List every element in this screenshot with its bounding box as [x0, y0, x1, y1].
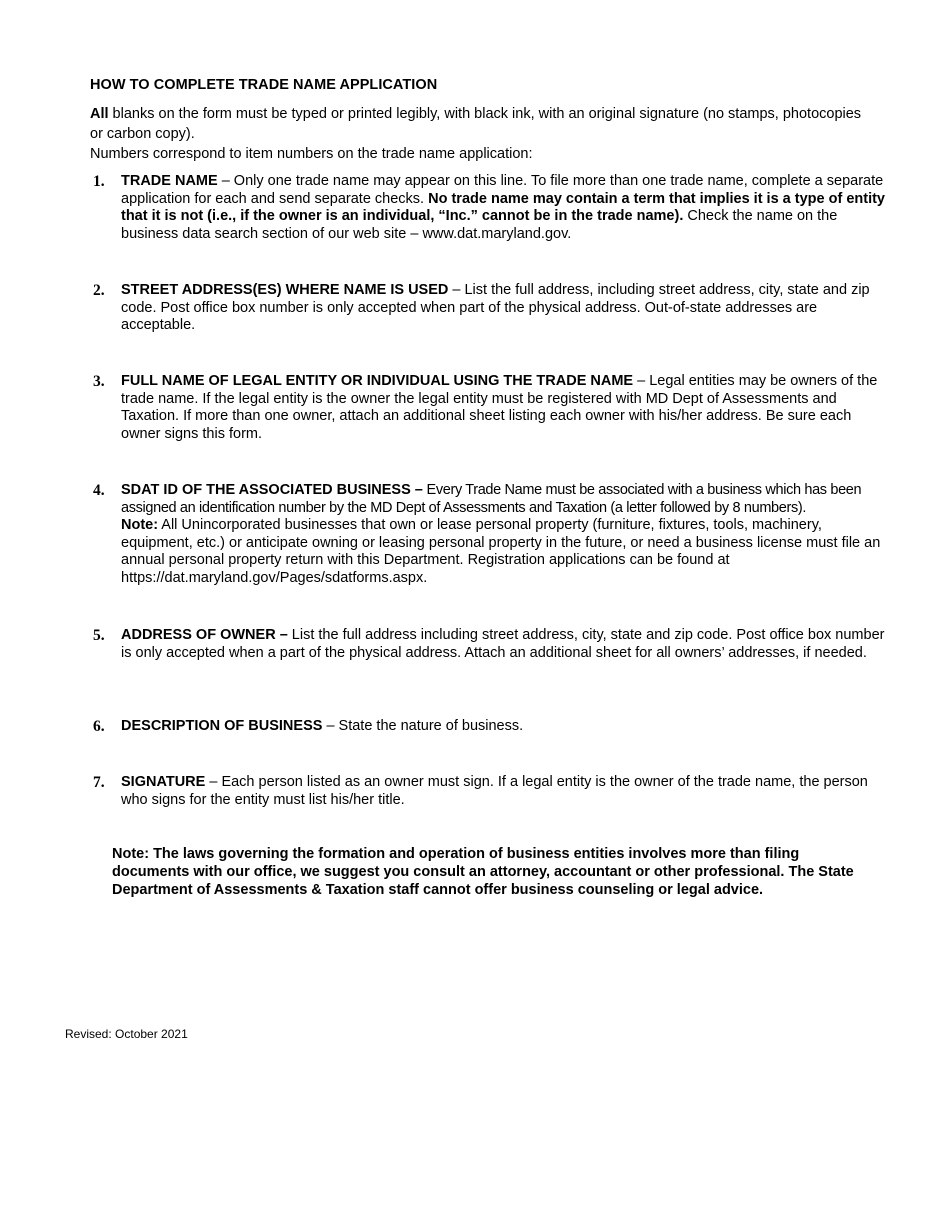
closing-note: Note: The laws governing the formation and operation of business entities involves more than filing documents with our office, we suggest you consult an attorney, accountant or other professional. The State Department of Assessments & Taxation staff cannot offer business counseling or legal advice.: [112, 846, 854, 898]
item-label: TRADE NAME: [121, 173, 218, 189]
item-text: – List the full address, including street address, city, state and zip code. Post office box number is only accepted when part of the physical address. Out-of-state addresses are acceptable.: [121, 282, 870, 333]
list-item-street-address: [90, 282, 890, 335]
list-item-description: [90, 718, 890, 736]
item-body: [121, 173, 890, 243]
item-bold-text: No trade name may contain a term that implies it is a type of entity that it is not (i.e., if the owner is an individual, “Inc.” cannot be in the trade name).: [121, 190, 885, 224]
list-item-trade-name: [90, 173, 890, 243]
item-label: SIGNATURE: [121, 774, 206, 790]
item-text-continued: Check the name on the business data search section of our web site – www.dat.maryland.gov.: [121, 208, 838, 242]
item-label: ADDRESS OF OWNER –: [121, 627, 288, 643]
intro-line-2: Numbers correspond to item numbers on the trade name application:: [90, 146, 533, 162]
item-body: [121, 718, 890, 736]
item-body: [121, 627, 890, 662]
item-body: [121, 282, 890, 335]
item-text: List the full address including street address, city, state and zip code. Post office box number is only accepted when a part of the physical address. Attach an additional sheet for all owners’ addresses, if needed.: [121, 627, 885, 661]
item-body: [121, 373, 890, 443]
item-number: 6.: [93, 718, 105, 735]
item-note-label: Note:: [121, 517, 159, 533]
item-text-continued: All Unincorporated businesses that own or lease personal property (furniture, fixtures, tools, machinery, equipment, etc.) or anticipate owning or leasing personal property in the future, or need a business license must file an annual personal property return with this Department. Registration applications can be found at https://dat.maryland.gov/Pages/sdatforms.aspx.: [121, 517, 881, 586]
list-item-owner-address: [90, 627, 890, 662]
item-body: [121, 482, 890, 587]
item-text: – Each person listed as an owner must sign. If a legal entity is the owner of the trade name, the person who signs for the entity must list his/her title.: [121, 774, 868, 808]
list-item-signature: [90, 774, 890, 809]
list-item-sdat-id: [90, 482, 890, 587]
revision-date: Revised: October 2021: [65, 1027, 188, 1041]
intro-text: [90, 104, 870, 164]
intro-line-1-rest: blanks on the form must be typed or printed legibly, with black ink, with an original signature (no stamps, photocopies or carbon copy).: [90, 106, 862, 142]
item-text: – Legal entities may be owners of the trade name. If the legal entity is the owner the legal entity must be registered with MD Dept of Assessments and Taxation. If more than one owner, attach an additional sheet listing each owner with his/her address. Be sure each owner signs this form.: [121, 373, 878, 442]
intro-all-bold: All: [90, 106, 109, 122]
list-item-legal-entity: [90, 373, 890, 443]
item-number: 3.: [93, 373, 105, 390]
item-number: 1.: [93, 173, 105, 190]
item-number: 2.: [93, 282, 105, 299]
item-number: 7.: [93, 774, 105, 791]
item-text: – Only one trade name may appear on this line. To file more than one trade name, complete a separate application for each and send separate checks.: [121, 173, 884, 207]
page-title: HOW TO COMPLETE TRADE NAME APPLICATION: [90, 77, 438, 93]
item-label: STREET ADDRESS(ES) WHERE NAME IS USED: [121, 282, 449, 298]
item-label: SDAT ID OF THE ASSOCIATED BUSINESS –: [121, 482, 423, 498]
item-number: 4.: [93, 482, 105, 499]
item-label: DESCRIPTION OF BUSINESS: [121, 718, 323, 734]
item-text: Every Trade Name must be associated with a business which has been assigned an identification number by the MD Dept of Assessments and Taxation (a letter followed by 8 numbers).: [121, 482, 862, 516]
item-label: FULL NAME OF LEGAL ENTITY OR INDIVIDUAL USING THE TRADE NAME: [121, 373, 634, 389]
item-number: 5.: [93, 627, 105, 644]
item-body: [121, 774, 890, 809]
item-text: – State the nature of business.: [322, 718, 524, 734]
intro-line-1: [90, 104, 870, 144]
